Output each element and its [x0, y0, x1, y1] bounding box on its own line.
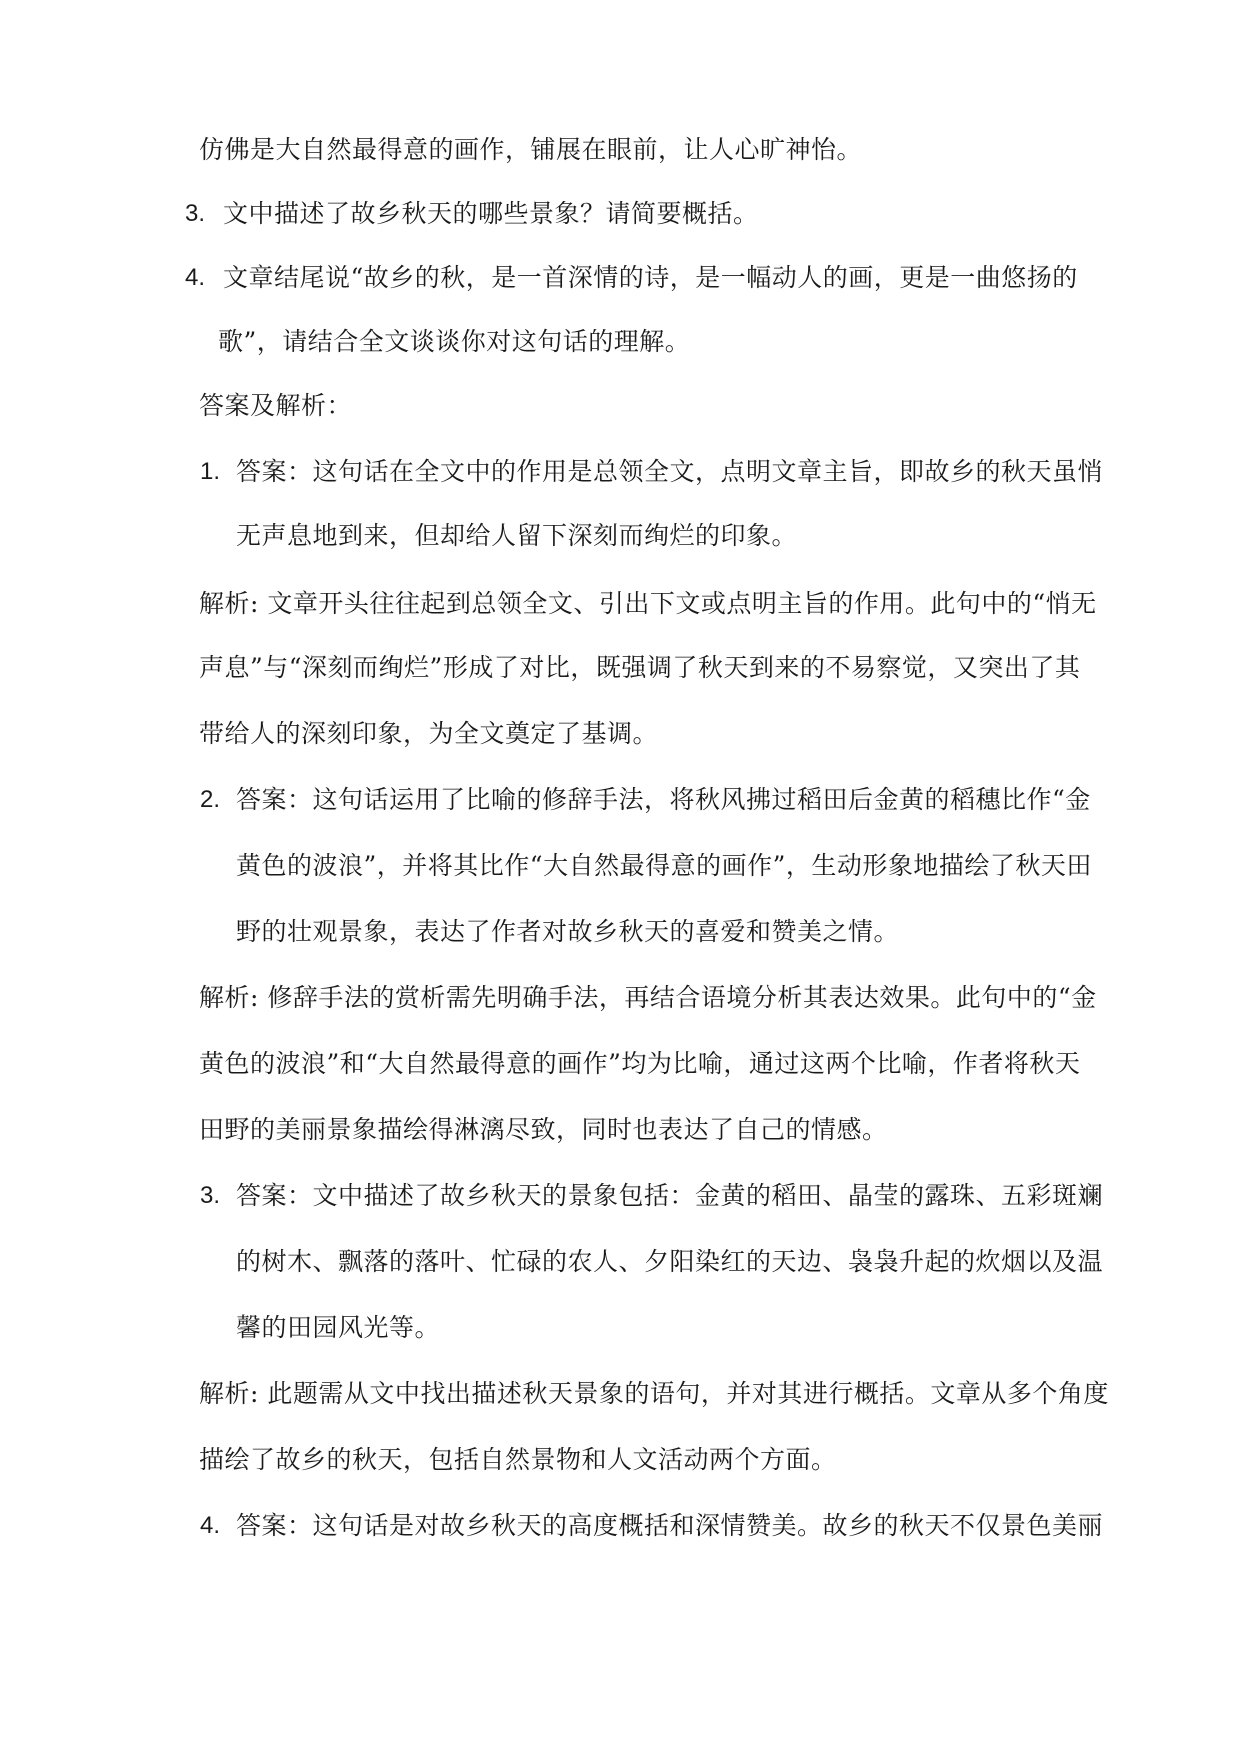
answer-1-text: 答案：这句话在全文中的作用是总领全文，点明文章主旨，即故乡的秋天虽悄	[236, 457, 1104, 486]
answer-1-text-cont: 无声息地到来，但却给人留下深刻而绚烂的印象。	[236, 521, 798, 550]
answer-3-text-cont: 馨的田园风光等。	[236, 1313, 441, 1342]
question-4-text-cont: 歌”，请结合全文谈谈你对这句话的理解。	[218, 327, 691, 356]
analysis-2-text: 解析: 修辞手法的赏析需先明确手法，再结合语境分析其表达效果。此句中的“金	[199, 983, 1097, 1012]
question-number: 3.	[185, 200, 206, 227]
question-3-text: 文中描述了故乡秋天的哪些景象？请简要概括。	[223, 199, 759, 228]
answer-4-text: 答案：这句话是对故乡秋天的高度概括和深情赞美。故乡的秋天不仅景色美丽	[236, 1511, 1104, 1540]
answer-number: 4.	[200, 1512, 221, 1539]
answer-number: 3.	[200, 1182, 221, 1209]
answer-3-text: 答案：文中描述了故乡秋天的景象包括：金黄的稻田、晶莹的露珠、五彩斑斓	[236, 1181, 1104, 1210]
analysis-3-text: 解析: 此题需从文中找出描述秋天景象的语句，并对其进行概括。文章从多个角度	[199, 1379, 1109, 1408]
analysis-3-text-cont: 描绘了故乡的秋天，包括自然景物和人文活动两个方面。	[199, 1445, 837, 1474]
answers-heading: 答案及解析：	[199, 391, 353, 420]
answer-number: 2.	[200, 786, 221, 813]
text-line: 仿佛是大自然最得意的画作，铺展在眼前，让人心旷神怡。	[199, 135, 863, 164]
analysis-2-text-cont: 田野的美丽景象描绘得淋漓尽致，同时也表达了自己的情感。	[199, 1115, 888, 1144]
question-4-text: 文章结尾说“故乡的秋，是一首深情的诗，是一幅动人的画，更是一曲悠扬的	[223, 263, 1078, 292]
answer-2-text: 答案：这句话运用了比喻的修辞手法，将秋风拂过稻田后金黄的稻穗比作“金	[236, 785, 1091, 814]
answer-3-text-cont: 的树木、飘落的落叶、忙碌的农人、夕阳染红的天边、袅袅升起的炊烟以及温	[236, 1247, 1104, 1276]
answer-2-text-cont: 黄色的波浪”，并将其比作“大自然最得意的画作”，生动形象地描绘了秋天田	[236, 851, 1092, 880]
question-number: 4.	[185, 264, 206, 291]
analysis-1-text-cont: 带给人的深刻印象，为全文奠定了基调。	[199, 719, 659, 748]
analysis-2-text-cont: 黄色的波浪”和“大自然最得意的画作”均为比喻，通过这两个比喻，作者将秋天	[199, 1049, 1081, 1078]
answer-2-text-cont: 野的壮观景象，表达了作者对故乡秋天的喜爱和赞美之情。	[236, 917, 900, 946]
analysis-1-text: 解析: 文章开头往往起到总领全文、引出下文或点明主旨的作用。此句中的“悄无	[199, 589, 1097, 618]
answer-number: 1.	[200, 458, 221, 485]
analysis-1-text-cont: 声息”与“深刻而绚烂”形成了对比，既强调了秋天到来的不易察觉，又突出了其	[199, 653, 1081, 682]
